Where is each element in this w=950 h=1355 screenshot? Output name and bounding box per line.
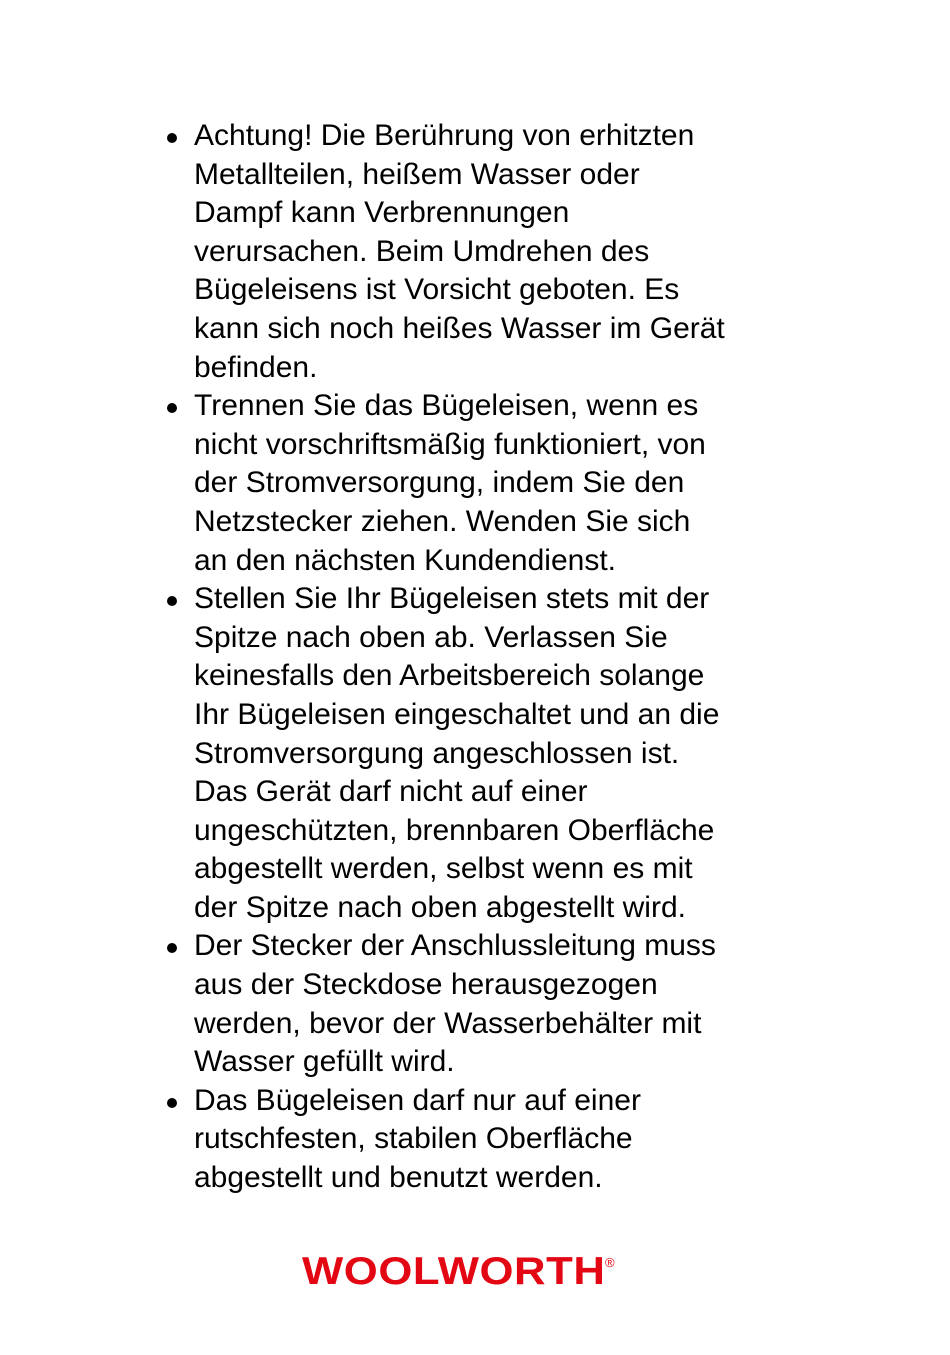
- text-line: aus der Steckdose herausgezogen: [194, 968, 658, 1002]
- text-line: Das Bügeleisen darf nur auf einer: [194, 1083, 641, 1117]
- registered-trademark-icon: ®: [604, 1255, 615, 1270]
- text-line: Dampf kann Verbrennungen: [194, 196, 570, 230]
- text-line: werden, bevor der Wasserbehälter mit: [194, 1006, 702, 1040]
- brand-name: WOOLWORTH: [302, 1250, 606, 1293]
- text-line: der Spitze nach oben abgestellt wird.: [194, 890, 686, 924]
- safety-notes-list: [164, 117, 804, 1198]
- safety-note-text: [194, 927, 804, 1081]
- safety-note-4: [164, 927, 804, 1081]
- text-line: verursachen. Beim Umdrehen des: [194, 234, 650, 268]
- bullet-icon: [167, 596, 177, 606]
- text-line: Stellen Sie Ihr Bügeleisen stets mit der: [194, 582, 710, 616]
- bullet-icon: [167, 1098, 177, 1108]
- text-line: abgestellt und benutzt werden.: [194, 1161, 603, 1195]
- text-line: Metallteilen, heißem Wasser oder: [194, 157, 640, 191]
- text-line: Stromversorgung angeschlossen ist.: [194, 736, 680, 770]
- safety-note-text: [194, 1082, 804, 1198]
- text-line: abgestellt werden, selbst wenn es mit: [194, 852, 693, 886]
- brand-logo: [302, 1252, 615, 1292]
- safety-note-text: [194, 387, 804, 580]
- text-line: ungeschützten, brennbaren Oberfläche: [194, 813, 715, 847]
- text-line: nicht vorschriftsmäßig funktioniert, von: [194, 427, 706, 461]
- safety-note-1: [164, 117, 804, 387]
- bullet-icon: [167, 133, 177, 143]
- text-line: keinesfalls den Arbeitsbereich solange: [194, 659, 705, 693]
- text-line: Netzstecker ziehen. Wenden Sie sich: [194, 504, 691, 538]
- text-line: Wasser gefüllt wird.: [194, 1045, 455, 1079]
- safety-note-text: [194, 580, 804, 927]
- safety-note-5: [164, 1082, 804, 1198]
- safety-note-2: [164, 387, 804, 580]
- text-line: kann sich noch heißes Wasser im Gerät: [194, 311, 725, 345]
- text-line: Spitze nach oben ab. Verlassen Sie: [194, 620, 668, 654]
- text-line: Der Stecker der Anschlussleitung muss: [194, 929, 716, 963]
- bullet-icon: [167, 943, 177, 953]
- safety-note-text: [194, 117, 804, 387]
- text-line: rutschfesten, stabilen Oberfläche: [194, 1122, 633, 1156]
- text-line: Das Gerät darf nicht auf einer: [194, 775, 588, 809]
- text-line: Bügeleisens ist Vorsicht geboten. Es: [194, 273, 680, 307]
- text-line: an den nächsten Kundendienst.: [194, 543, 617, 577]
- safety-note-3: [164, 580, 804, 927]
- text-line: Trennen Sie das Bügeleisen, wenn es: [194, 389, 699, 423]
- text-line: Ihr Bügeleisen eingeschaltet und an die: [194, 697, 720, 731]
- bullet-icon: [167, 403, 177, 413]
- text-line: befinden.: [194, 350, 318, 384]
- text-line: der Stromversorgung, indem Sie den: [194, 466, 685, 500]
- text-line: Achtung! Die Berührung von erhitzten: [194, 119, 695, 152]
